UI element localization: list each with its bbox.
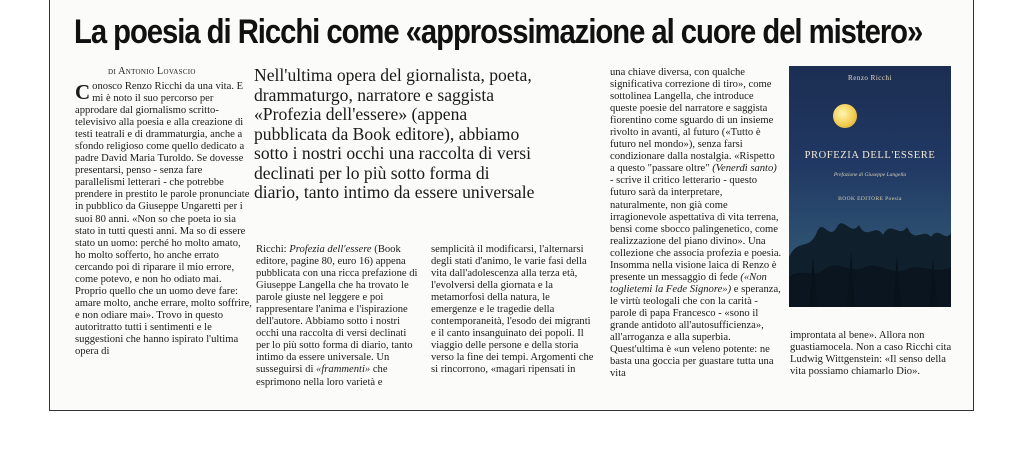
frammenti-italic: «frammenti»: [316, 364, 371, 376]
book-cover-image: [789, 66, 951, 307]
book-title-italic: Profezia dell'essere: [289, 244, 372, 255]
drop-cap: C: [75, 80, 91, 104]
fede-quote-italic: («Non toglietemi la Fede Signore»): [610, 271, 767, 295]
column-1-text: onosco Renzo Ricchi da una vita. E mi è noto il suo percorso per approdare dal giornalismo scritto-televisivo alla poesia e alla creazione di testi teatrali e di drammaturgia, anche a sfondo religioso come quello dedicato a padre David Maria Turoldo. Se dovesse presentarsi, penso - senza fare parallelismi letterari - che potrebbe prendere in prestito le parole pronunciate in pubblico da Giuseppe Ungaretti per i suoi 80 anni. «Non so che poeta io sia stato in tutti questi anni. Ma so di essere stato un uomo: perché ho molto amato, ho molto sofferto, ho anche errato cercando poi di riparare il mio errore, come potevo, e non ho odiato mai. Proprio quello che un uomo deve fare: amare molto, anche errare, molto soffrire, e non odiare mai». Trovo in questo autoritratto tutti i sentimenti e le suggestioni che hanno ispirato l'ultima opera di: [75, 81, 252, 358]
trees-illustration: [789, 197, 951, 307]
article-column-3: semplicità il modificarsi, l'alternarsi degli stati d'animo, le varie fasi della vita dall'adolescenza alla terza età, l'evolversi della giornata e la metamorfosi della natura, le emergenze e le tragedie della contemporaneità, l'esodo dei migranti e il canto insanguinato dei popoli. Il viaggio delle persone e della storia verso la fine dei tempi. Argomenti che si rincorrono, «magari ripensati in: [431, 244, 594, 376]
cover-title: PROFEZIA DELL'ESSERE: [804, 150, 936, 161]
venerdi-santo-italic: (Venerdì santo): [712, 163, 777, 175]
article-column-4: [610, 67, 782, 380]
article-headline: La poesia di Ricchi come «approssimazione al cuore del mistero»: [74, 13, 923, 51]
article-column-2: [256, 244, 420, 389]
article-column-5: improntata al bene». Allora non guastiamocela. Non a caso Ricchi cita Ludwig Wittgenstein: «Il senso della vita possiamo chiamarlo Dio».: [790, 330, 952, 378]
column-4-text-c: e speranza, le virtù teologali che con la carità - parole di papa Francesco - «sono il grande antidoto all'autosufficienza», all'arroganza e alla superbia. Quest'ultima è «un veleno potente: ne basta una goccia per guastare tutta una vita: [610, 283, 781, 380]
cover-author: Renzo Ricchi: [848, 74, 892, 82]
newspaper-article-frame: [49, 0, 974, 411]
article-column-1: [75, 81, 252, 358]
cover-preface: Prefazione di Giuseppe Langella: [833, 172, 907, 178]
article-lead-paragraph: Nell'ultima opera del giornalista, poeta, drammaturgo, narratore e saggista «Profezia dell'essere» (appena pubblicata da Book editore), abbiamo sotto i nostri occhi una raccolta di versi declinati per lo più sotto forma di diario, tanto intimo da essere universale: [254, 65, 535, 202]
column-4-text-a: una chiave diversa, con qualche significativa correzione di tiro», come sottolinea Langella, che introduce queste poesie del narratore e saggista fiorentino come sguardo di un insieme rivolto in avanti, al futuro («Tutto è futuro nel mondo»), senza farsi condizionare dalla nostalgia. «Rispetto a questo "passare oltre": [610, 67, 775, 175]
column-2-text-c: che esprimono nella loro varietà e: [256, 364, 388, 388]
article-byline: di Antonio Lovascio: [108, 66, 196, 77]
column-4-text-b: - scrive il critico letterario - questo futuro sarà da interpretare, naturalmente, non già come irragionevole aspettativa di vita terrena, bensì come sbocco palingenetico, come realizzazione del piano divino». Una collezione che associa profezia e poesia. Insomma nella visione laica di Renzo è presente un messaggio di fede: [610, 175, 782, 283]
column-2-text-a: Ricchi:: [256, 244, 290, 255]
moon-icon: [833, 104, 857, 128]
cover-publisher: BOOK EDITORE Poesia: [838, 196, 902, 202]
column-2-text-b: (Book editore, pagine 80, euro 16) appena pubblicata con una ricca prefazione di Giuseppe Langella che ha trovato le parole giuste nel leggere e poi rappresentare l'anima e l'ispirazione dell'autore. Abbiamo sotto i nostri occhi una raccolta di versi declinati per lo più sotto forma di diario, tanto intimo da essere universale. Un susseguirsi di: [256, 244, 418, 376]
